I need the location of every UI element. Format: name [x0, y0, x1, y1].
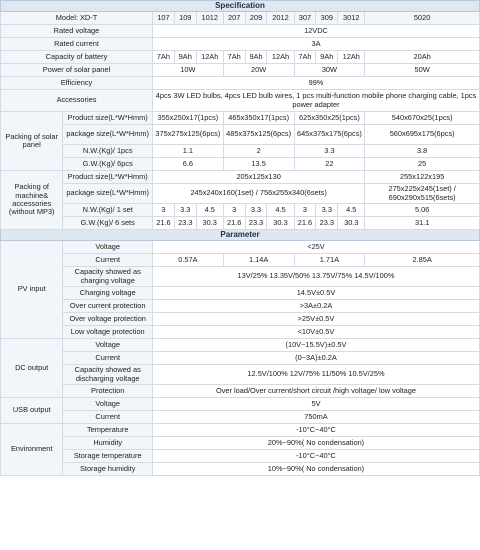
dc-protection-label: Protection	[63, 385, 153, 398]
rated-current-value: 3A	[152, 38, 479, 51]
model-cell: 209	[245, 12, 267, 25]
pv-capacity-charging-value: 13V/25% 13.35V/50% 13.75V/75% 14.5V/100%	[152, 267, 479, 287]
machine-nw-cell: 4.5	[196, 204, 223, 217]
machine-nw-label: N.W.(Kg)/ 1 set	[63, 204, 153, 217]
battery-cell: 7Ah	[223, 51, 245, 64]
model-label: Model: XD-T	[1, 12, 153, 25]
env-temperature-value: -10°C~40°C	[152, 424, 479, 437]
battery-cell: 12Ah	[196, 51, 223, 64]
dc-capacity-discharging-label: Capacity showed as discharging voltage	[63, 365, 153, 385]
solar-nw-label: N.W.(Kg)/ 1pcs	[63, 145, 153, 158]
battery-cell: 20Ah	[365, 51, 480, 64]
model-cell: 1012	[196, 12, 223, 25]
solar-power-cell: 10W	[152, 64, 223, 77]
machine-gw-cell: 30.3	[267, 217, 294, 230]
efficiency-value: 99%	[152, 77, 479, 90]
battery-cell: 12Ah	[338, 51, 365, 64]
model-cell: 3012	[338, 12, 365, 25]
pv-lvp-label: Low voltage protection	[63, 326, 153, 339]
pv-ovp-value: >25V±0.5V	[152, 313, 479, 326]
packing-machine-group-label: Packing of machine& accessories (without MP3)	[1, 171, 63, 230]
solar-gw-cell: 25	[365, 158, 480, 171]
solar-package-size-label: package size(L*W*Hmm)	[63, 125, 153, 145]
pv-capacity-charging-label: Capacity showed as charging voltage	[63, 267, 153, 287]
solar-gw-cell: 6.6	[152, 158, 223, 171]
machine-package-size-cell: 245x240x160(1set) / 756x255x340(6sets)	[152, 184, 364, 204]
dc-current-label: Current	[63, 352, 153, 365]
machine-product-size-cell: 205x125x130	[152, 171, 364, 184]
machine-gw-label: G.W.(Kg)/ 6 sets	[63, 217, 153, 230]
machine-nw-cell: 3.3	[316, 204, 338, 217]
machine-nw-cell: 3	[152, 204, 174, 217]
accessories-label: Accessories	[1, 90, 153, 112]
machine-nw-cell: 4.5	[267, 204, 294, 217]
machine-product-size-label: Product size(L*W*Hmm)	[63, 171, 153, 184]
battery-cell: 9Ah	[316, 51, 338, 64]
rated-voltage-value: 12VDC	[152, 25, 479, 38]
machine-gw-cell: 23.3	[174, 217, 196, 230]
solar-package-size-cell: 485x375x125(6pcs)	[223, 125, 294, 145]
machine-gw-cell: 21.6	[152, 217, 174, 230]
solar-power-cell: 50W	[365, 64, 480, 77]
machine-nw-cell: 3.3	[245, 204, 267, 217]
machine-nw-cell: 5.06	[365, 204, 480, 217]
solar-nw-cell: 3.3	[294, 145, 365, 158]
model-cell: 109	[174, 12, 196, 25]
battery-cell: 7Ah	[152, 51, 174, 64]
solar-gw-cell: 13.5	[223, 158, 294, 171]
pv-current-cell: 2.85A	[365, 254, 480, 267]
model-cell: 207	[223, 12, 245, 25]
solar-power-cell: 30W	[294, 64, 365, 77]
machine-gw-cell: 31.1	[365, 217, 480, 230]
solar-product-size-cell: 465x350x17(1pcs)	[223, 112, 294, 125]
solar-package-size-cell: 645x375x175(6pcs)	[294, 125, 365, 145]
machine-product-size-cell: 255x122x195	[365, 171, 480, 184]
env-storage-humidity-value: 10%~90%( No condensation)	[152, 463, 479, 476]
solar-product-size-cell: 625x350x25(1pcs)	[294, 112, 365, 125]
pv-input-group-label: PV input	[1, 241, 63, 339]
solar-nw-cell: 1.1	[152, 145, 223, 158]
machine-nw-cell: 3.3	[174, 204, 196, 217]
solar-nw-cell: 3.8	[365, 145, 480, 158]
pv-charging-voltage-label: Charging voltage	[63, 287, 153, 300]
env-humidity-value: 20%~90%( No condensation)	[152, 437, 479, 450]
solar-product-size-label: Product size(L*W*Hmm)	[63, 112, 153, 125]
dc-current-value: (0~3A)±0.2A	[152, 352, 479, 365]
env-storage-temperature-value: -10°C~40°C	[152, 450, 479, 463]
solar-power-label: Power of solar panel	[1, 64, 153, 77]
parameter-header: Parameter	[1, 230, 480, 241]
pv-lvp-value: <10V±0.5V	[152, 326, 479, 339]
solar-product-size-cell: 355x250x17(1pcs)	[152, 112, 223, 125]
machine-gw-cell: 23.3	[245, 217, 267, 230]
machine-gw-cell: 21.6	[294, 217, 316, 230]
battery-cell: 9Ah	[174, 51, 196, 64]
accessories-value: 4pcs 3W LED bulbs, 4pcs LED bulb wires, 1 pcs multi-function mobile phone charging cable, 1pcs power adapter	[152, 90, 479, 112]
machine-gw-cell: 30.3	[196, 217, 223, 230]
pv-voltage-label: Voltage	[63, 241, 153, 254]
pv-ocp-value: >3A±0.2A	[152, 300, 479, 313]
packing-solar-group-label: Packing of solar panel	[1, 112, 63, 171]
env-temperature-label: Temperature	[63, 424, 153, 437]
pv-current-cell: 1.71A	[294, 254, 365, 267]
machine-nw-cell: 4.5	[338, 204, 365, 217]
machine-nw-cell: 3	[294, 204, 316, 217]
usb-current-value: 750mA	[152, 411, 479, 424]
usb-voltage-label: Voltage	[63, 398, 153, 411]
machine-nw-cell: 3	[223, 204, 245, 217]
dc-protection-value: Over load/Over current/short circuit /high voltage/ low voltage	[152, 385, 479, 398]
pv-ovp-label: Over voltage protection	[63, 313, 153, 326]
solar-gw-cell: 22	[294, 158, 365, 171]
usb-current-label: Current	[63, 411, 153, 424]
battery-cell: 12Ah	[267, 51, 294, 64]
machine-gw-cell: 23.3	[316, 217, 338, 230]
dc-voltage-label: Voltage	[63, 339, 153, 352]
model-cell: 309	[316, 12, 338, 25]
specification-header: Specification	[1, 1, 480, 12]
machine-gw-cell: 21.6	[223, 217, 245, 230]
usb-voltage-value: 5V	[152, 398, 479, 411]
rated-voltage-label: Rated voltage	[1, 25, 153, 38]
environment-group-label: Environment	[1, 424, 63, 476]
model-cell: 2012	[267, 12, 294, 25]
machine-package-size-label: package size(L*W*Hmm)	[63, 184, 153, 204]
dc-capacity-discharging-value: 12.5V/100% 12V/75% 11/50% 10.5V/25%	[152, 365, 479, 385]
rated-current-label: Rated current	[1, 38, 153, 51]
pv-current-cell: 0.57A	[152, 254, 223, 267]
pv-ocp-label: Over current protection	[63, 300, 153, 313]
pv-voltage-value: <25V	[152, 241, 479, 254]
machine-gw-cell: 30.3	[338, 217, 365, 230]
pv-current-cell: 1.14A	[223, 254, 294, 267]
solar-power-cell: 20W	[223, 64, 294, 77]
solar-gw-label: G.W.(Kg)/ 6pcs	[63, 158, 153, 171]
model-cell: 307	[294, 12, 316, 25]
usb-output-group-label: USB output	[1, 398, 63, 424]
efficiency-label: Efficiency	[1, 77, 153, 90]
dc-output-group-label: DC output	[1, 339, 63, 398]
machine-package-size-cell: 275x225x245(1set) / 690x290x515(6sets)	[365, 184, 480, 204]
env-storage-temperature-label: Storage temperature	[63, 450, 153, 463]
solar-nw-cell: 2	[223, 145, 294, 158]
dc-voltage-value: (10V~15.5V)±0.5V	[152, 339, 479, 352]
pv-charging-voltage-value: 14.5V±0.5V	[152, 287, 479, 300]
solar-product-size-cell: 540x670x25(1pcs)	[365, 112, 480, 125]
model-cell: 107	[152, 12, 174, 25]
battery-cell: 9Ah	[245, 51, 267, 64]
model-cell: 5020	[365, 12, 480, 25]
solar-package-size-cell: 375x275x125(6pcs)	[152, 125, 223, 145]
pv-current-label: Current	[63, 254, 153, 267]
env-storage-humidity-label: Storage humidity	[63, 463, 153, 476]
battery-cell: 7Ah	[294, 51, 316, 64]
battery-capacity-label: Capacity of battery	[1, 51, 153, 64]
env-humidity-label: Humidity	[63, 437, 153, 450]
solar-package-size-cell: 560x695x175(6pcs)	[365, 125, 480, 145]
